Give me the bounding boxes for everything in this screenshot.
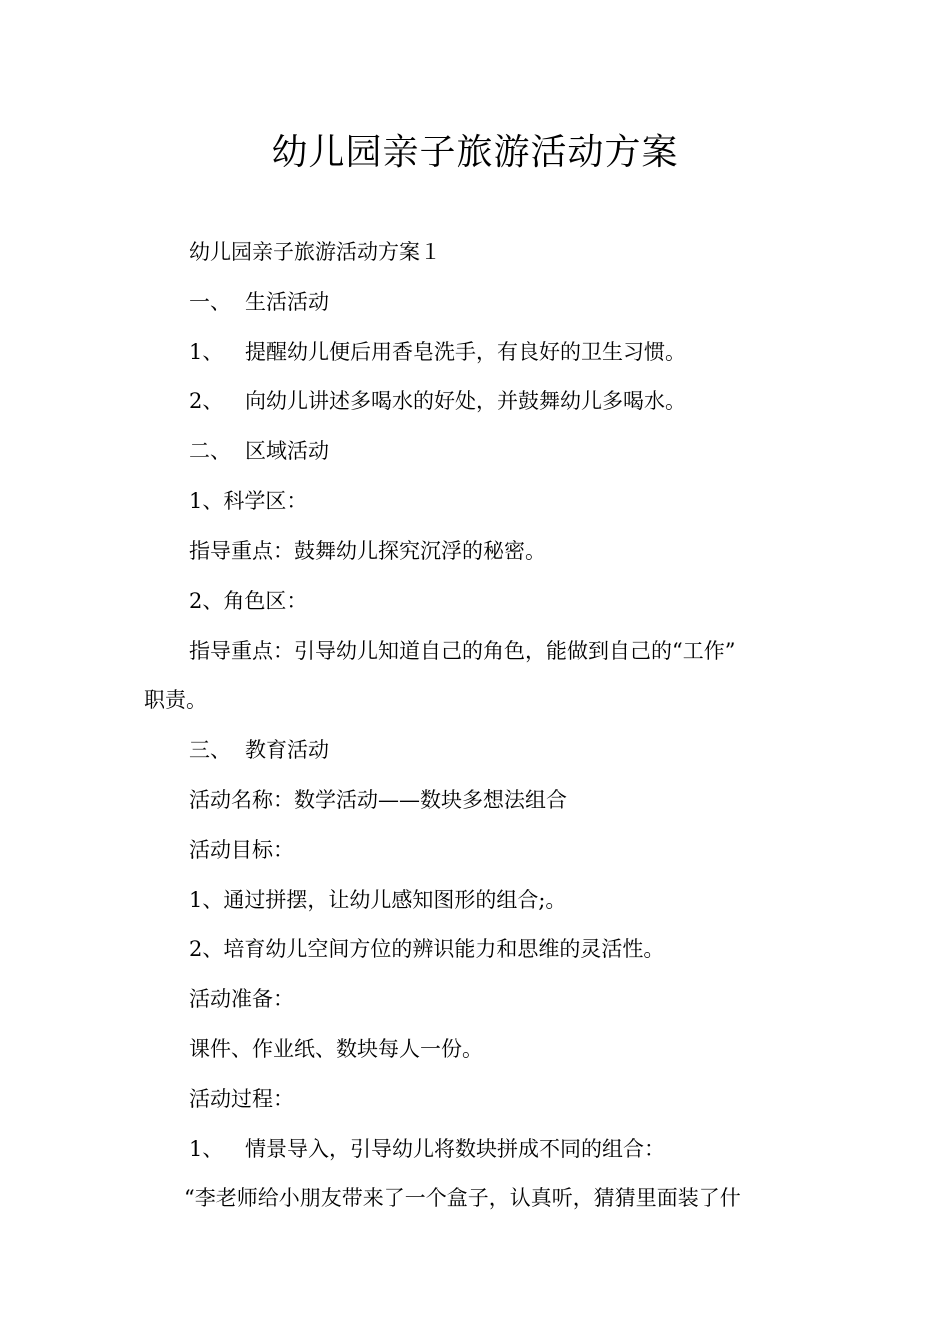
paragraph-line-continued: 职责。: [144, 688, 207, 712]
paragraph-line: 指导重点：鼓舞幼儿探究沉浮的秘密。: [189, 539, 546, 563]
section-title: 教育活动: [245, 738, 329, 762]
paragraph-line: 1、通过拼摆，让幼儿感知图形的组合;。: [189, 888, 567, 912]
paragraph-line: 2、培育幼儿空间方位的辨识能力和思维的灵活性。: [189, 937, 665, 961]
document-title: 幼儿园亲子旅游活动方案: [271, 132, 679, 173]
paragraph-line: 活动准备：: [189, 987, 294, 1011]
section-heading-life: [189, 287, 329, 317]
paragraph-line: 2、角色区：: [189, 589, 308, 613]
paragraph-line: 课件、作业纸、数块每人一份。: [189, 1037, 483, 1061]
paragraph-line: “李老师给小朋友带来了一个盒子，认真听，猜猜里面装了什: [184, 1186, 741, 1210]
section-title: 生活活动: [245, 290, 329, 314]
section-heading-area: [189, 436, 329, 466]
item-number: 1、: [189, 340, 224, 364]
item-text: 情景导入，引导幼儿将数块拼成不同的组合：: [245, 1137, 665, 1161]
paragraph-line: 活动过程：: [189, 1087, 294, 1111]
paragraph-line: 1、科学区：: [189, 489, 308, 513]
list-item: [189, 386, 686, 416]
list-item: [189, 1134, 665, 1164]
paragraph-line: 活动名称：数学活动——数块多想法组合: [189, 788, 567, 812]
list-item: [189, 337, 686, 367]
item-number: 2、: [189, 389, 224, 413]
section-title: 区域活动: [245, 439, 329, 463]
section-number: 一、: [189, 290, 231, 314]
item-number: 1、: [189, 1137, 224, 1161]
subtitle-line: 幼儿园亲子旅游活动方案１: [189, 240, 441, 264]
section-heading-education: [189, 735, 329, 765]
item-text: 提醒幼儿便后用香皂洗手，有良好的卫生习惯。: [245, 340, 686, 364]
section-number: 二、: [189, 439, 231, 463]
paragraph-line: 活动目标：: [189, 838, 294, 862]
paragraph-line: 指导重点：引导幼儿知道自己的角色，能做到自己的“工作”: [189, 639, 736, 663]
item-text: 向幼儿讲述多喝水的好处，并鼓舞幼儿多喝水。: [245, 389, 686, 413]
section-number: 三、: [189, 738, 231, 762]
